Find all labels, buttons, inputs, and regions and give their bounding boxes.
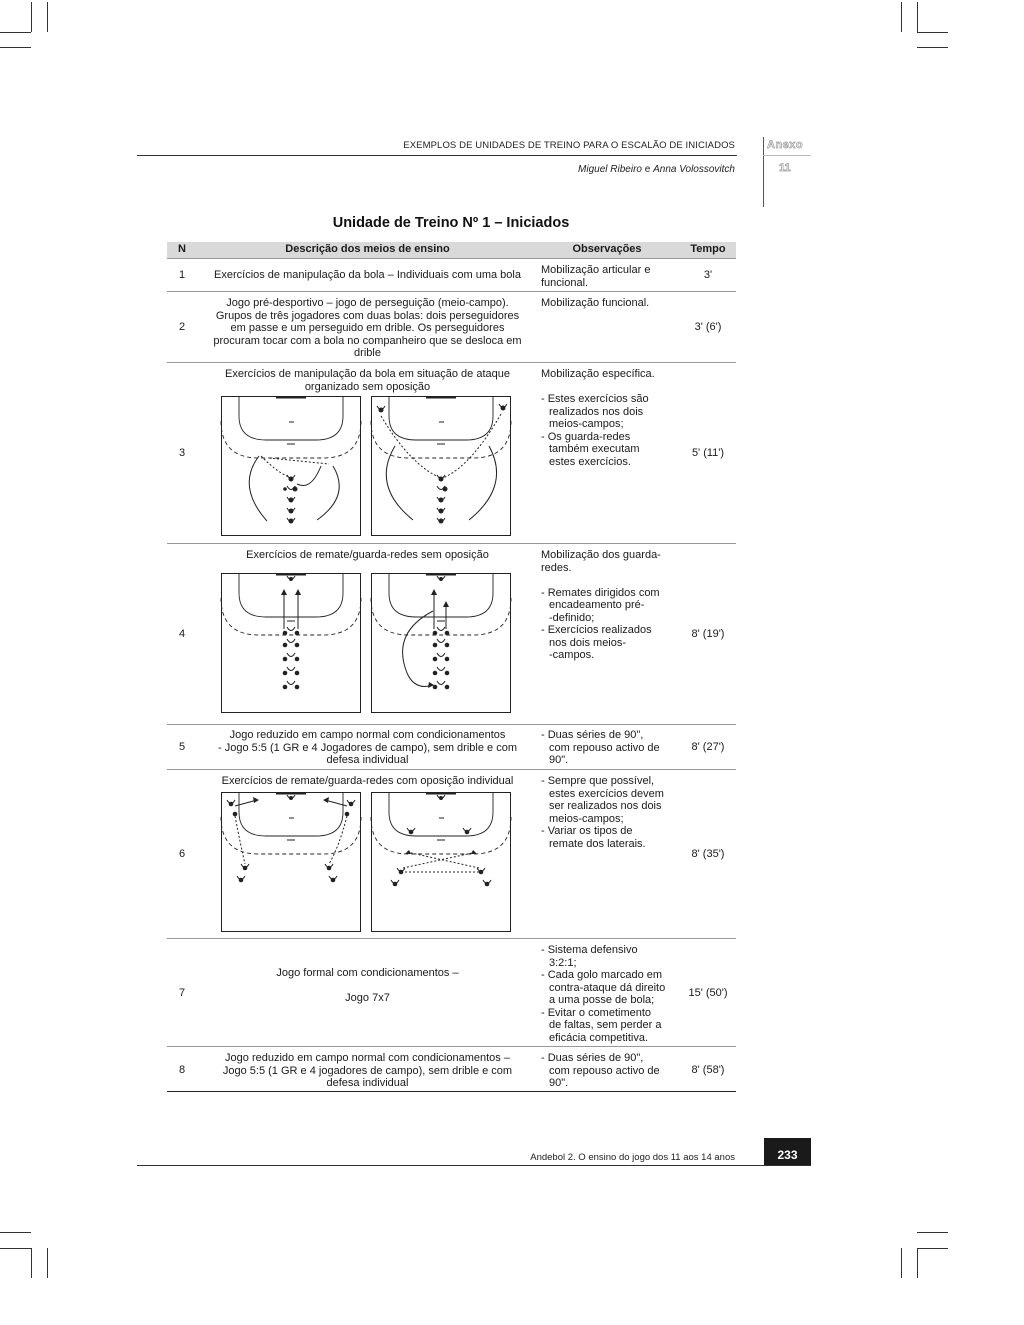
row-8-tempo: 8' (58') (691, 1064, 725, 1076)
text-line (200, 980, 535, 993)
court-diagram-3a (221, 396, 361, 536)
row-1-n: 1 (178, 269, 186, 281)
table-bottom-rule (167, 1091, 736, 1092)
author-1: Miguel Ribeiro (578, 164, 642, 175)
text-line: estes exercícios devem (549, 787, 664, 800)
row-1-tempo: 3' (703, 269, 713, 281)
court-diagram-3b (371, 396, 511, 536)
text-line: remate dos laterais. (549, 837, 646, 850)
annex-label: Anexo (767, 139, 804, 151)
text-line: - Cada golo marcado em (541, 969, 663, 981)
header-observacoes: Observações (572, 243, 642, 255)
text-line: Jogo reduzido em campo normal com condicionamentos (229, 729, 506, 741)
row-4-n: 4 (178, 628, 186, 640)
text-line (541, 381, 681, 394)
row-3-descricao (200, 368, 535, 393)
row-2-tempo: 3' (6') (694, 321, 722, 333)
row-7-observacoes (541, 944, 681, 1044)
text-line: - Estes exercícios são (541, 393, 649, 405)
text-line: nos dois meios- (549, 636, 627, 649)
row-4-tempo: 8' (19') (691, 628, 725, 640)
row-6-tempo: 8' (35') (691, 848, 725, 860)
text-line: procuram tocar com a bola no companheiro que se desloca em (213, 334, 522, 347)
author-conjunction: e (641, 164, 654, 175)
text-line: defesa individual (326, 1077, 409, 1089)
text-line: 90". (549, 754, 569, 766)
row-1-observacoes (541, 264, 681, 289)
row-7-descricao (200, 967, 535, 1005)
text-line: Jogo formal com condicionamentos – (276, 967, 459, 979)
row-divider (167, 362, 736, 363)
text-line: com repouso activo de (549, 741, 660, 754)
footer-book-title: Andebol 2. O ensino do jogo dos 11 aos 14 anos (530, 1152, 735, 1163)
court-diagram-4a (221, 573, 361, 713)
text-line: eficácia competitiva. (549, 1031, 649, 1044)
row-3-tempo: 5' (11') (691, 447, 725, 459)
row-6-descricao (200, 775, 535, 788)
text-line: - Duas séries de 90", (541, 729, 644, 741)
header-tempo: Tempo (690, 243, 726, 255)
court-diagram-4b (371, 573, 511, 713)
row-3-observacoes (541, 368, 681, 468)
page-title: Unidade de Treino Nº 1 – Iniciados (332, 215, 570, 231)
text-line: meios-campos; (549, 812, 624, 825)
text-line: Jogo pré-desportivo – jogo de perseguição (meio-campo). (226, 297, 509, 309)
table-header (167, 242, 736, 258)
row-5-observacoes (541, 729, 681, 767)
page-number: 233 (764, 1138, 811, 1165)
text-line: também executam (549, 443, 640, 455)
text-line: Exercícios de remate/guarda-redes sem oposição (246, 549, 489, 561)
text-line (541, 574, 681, 587)
text-line: - Duas séries de 90", (541, 1052, 644, 1064)
row-6-n: 6 (178, 848, 186, 860)
text-line: - Remates dirigidos com (541, 586, 660, 599)
text-line: Grupos de três jogadores com duas bolas: dois perseguidores (215, 309, 520, 322)
header-descricao: Descrição dos meios de ensino (285, 243, 450, 255)
text-line: - Sempre que possível, (541, 775, 655, 787)
row-7-n: 7 (178, 987, 186, 999)
text-line: organizado sem oposição (304, 380, 431, 393)
row-divider (167, 769, 736, 770)
text-line: 90". (549, 1077, 569, 1089)
author-2: Anna Volossovitch (653, 164, 735, 175)
court-diagram-6b (371, 792, 511, 932)
row-8-descricao (200, 1052, 535, 1090)
running-header-authors (400, 164, 735, 175)
row-divider (167, 724, 736, 725)
row-7-tempo: 15' (50') (688, 987, 728, 999)
text-line: Jogo 7x7 (345, 992, 390, 1004)
text-line: Exercícios de manipulação da bola – Individuais com uma bola (214, 269, 521, 281)
text-line: - Variar os tipos de (541, 825, 633, 837)
row-5-n: 5 (178, 741, 186, 753)
annex-number: 11 (779, 162, 791, 174)
text-line: Mobilização articular e (541, 264, 651, 276)
text-line: - Sistema defensivo (541, 944, 638, 956)
header-n: N (178, 243, 186, 255)
text-line: -campos. (549, 649, 595, 661)
court-diagram-6a (221, 792, 361, 932)
text-line: meios-campos; (549, 418, 624, 430)
row-divider (167, 938, 736, 939)
row-2-descricao (200, 297, 535, 360)
text-line: 3:2:1; (549, 956, 577, 969)
annex-divider (763, 137, 764, 207)
text-line: - Os guarda-redes (541, 430, 631, 443)
text-line: Exercícios de remate/guarda-redes com oposição individual (221, 775, 514, 787)
row-divider (167, 1046, 736, 1047)
text-line: em passe e um perseguido em drible. Os perseguidores (230, 322, 505, 334)
row-5-tempo: 8' (27') (691, 741, 725, 753)
row-2-n: 2 (178, 321, 186, 333)
row-divider (167, 543, 736, 544)
text-line: - Evitar o cometimento (541, 1006, 652, 1019)
text-line: Jogo 5:5 (1 GR e 4 jogadores de campo), sem drible e com (222, 1064, 513, 1077)
text-line: realizados nos dois (549, 405, 644, 418)
text-line: Jogo reduzido em campo normal com condicionamentos – (225, 1052, 510, 1064)
header-rule (137, 155, 737, 156)
text-line: Mobilização funcional. (541, 297, 650, 309)
row-2-observacoes (541, 297, 681, 310)
text-line: funcional. (541, 276, 589, 289)
text-line: estes exercícios. (549, 455, 631, 468)
text-line: de faltas, sem perder a (549, 1019, 662, 1031)
text-line: com repouso activo de (549, 1064, 660, 1077)
footer-rule (137, 1165, 811, 1166)
row-8-n: 8 (178, 1064, 186, 1076)
text-line: drible (354, 347, 381, 359)
row-divider (167, 291, 736, 292)
text-line: redes. (541, 561, 572, 574)
text-line: - Exercícios realizados (541, 624, 652, 636)
text-line: encadeamento pré- (549, 599, 645, 611)
row-8-observacoes (541, 1052, 681, 1090)
text-line: a uma posse de bola; (549, 994, 655, 1006)
text-line: - Jogo 5:5 (1 GR e 4 Jogadores de campo), sem drible e com (218, 741, 517, 754)
row-5-descricao (200, 729, 535, 767)
text-line: contra-ataque dá direito (549, 981, 666, 994)
text-line: defesa individual (326, 754, 409, 766)
row-3-n: 3 (178, 447, 186, 459)
row-1-descricao (200, 269, 535, 282)
text-line: Exercícios de manipulação da bola em situação de ataque (225, 368, 510, 380)
row-divider (167, 258, 736, 259)
text-line: Mobilização dos guarda- (541, 549, 661, 561)
text-line: Mobilização específica. (541, 368, 655, 380)
row-6-observacoes (541, 775, 681, 850)
row-4-descricao (200, 549, 535, 562)
annex-rule (763, 155, 811, 156)
running-header-title: EXEMPLOS DE UNIDADES DE TREINO PARA O ESCALÃO DE INICIADOS (403, 140, 735, 151)
row-4-observacoes (541, 549, 681, 662)
text-line: -definido; (549, 611, 595, 624)
text-line: ser realizados nos dois (549, 800, 662, 812)
